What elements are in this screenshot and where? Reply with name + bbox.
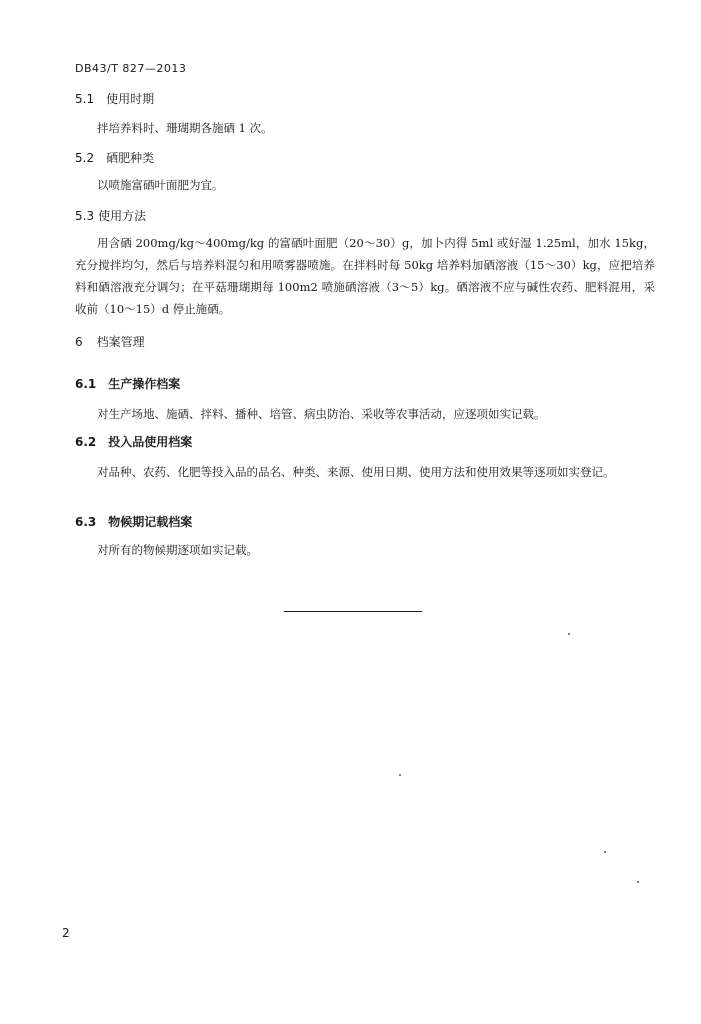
standard-code: DB43/T 827—2013: [75, 62, 187, 75]
section-5-1-text: 拌培养料时、珊瑚期各施硒 1 次。: [97, 121, 273, 135]
section-number: 5.1: [75, 92, 95, 106]
section-5-2-heading: [75, 149, 154, 166]
section-6-2-text: 对品种、农药、化肥等投入品的品名、种类、来源、使用日期、使用方法和使用效果等逐项如实登记。: [97, 465, 615, 479]
section-number: 5.2: [75, 151, 95, 165]
section-title: 投入品使用档案: [108, 435, 193, 449]
section-6-2-heading: [75, 433, 192, 450]
section-title: 档案管理: [96, 335, 145, 349]
scan-speck: [568, 633, 570, 635]
section-6-3-heading: [75, 513, 192, 530]
scan-speck: [399, 774, 401, 776]
section-number: 6.2: [75, 435, 97, 449]
section-5-3-text: 用含硒 200mg/kg～400mg/kg 的富硒叶面肥（20～30）g，加卜内得 5ml 或好湿 1.25ml，加水 15kg，充分搅拌均匀，然后与培养料混匀和用喷雾器喷施。在拌料时每 50kg 培养料加硒溶液（15～30）kg，应把培养料和硒溶液充分调匀；在平菇珊瑚期每 100m2 喷施硒溶液（3～5）kg。硒溶液不应与碱性农药、肥料混用，采收前（10～15）d 停止施硒。: [75, 236, 655, 316]
scan-speck: [604, 851, 606, 853]
scan-speck: [637, 881, 639, 883]
section-6-1-text: 对生产场地、施硒、拌料、播种、培管、病虫防治、采收等农事活动，应逐项如实记载。: [97, 407, 546, 421]
section-number: 6.1: [75, 377, 97, 391]
section-number: 5.3: [75, 209, 95, 223]
section-title: 生产操作档案: [108, 377, 181, 391]
section-title: 使用时期: [106, 92, 155, 106]
page-number: 2: [62, 926, 70, 940]
section-5-1-heading: [75, 90, 154, 107]
section-5-3-heading: [75, 207, 146, 224]
section-6-heading: [75, 333, 145, 350]
section-number: 6.3: [75, 515, 97, 529]
section-title: 物候期记载档案: [108, 515, 193, 529]
section-6-1-heading: [75, 375, 180, 392]
section-number: 6: [75, 335, 83, 349]
section-title: 硒肥种类: [106, 151, 155, 165]
section-5-2-text: 以喷施富硒叶面肥为宜。: [97, 178, 224, 192]
section-6-3-text: 对所有的物候期逐项如实记载。: [97, 543, 258, 557]
section-title: 使用方法: [98, 209, 147, 223]
end-of-document-rule: [284, 611, 422, 612]
